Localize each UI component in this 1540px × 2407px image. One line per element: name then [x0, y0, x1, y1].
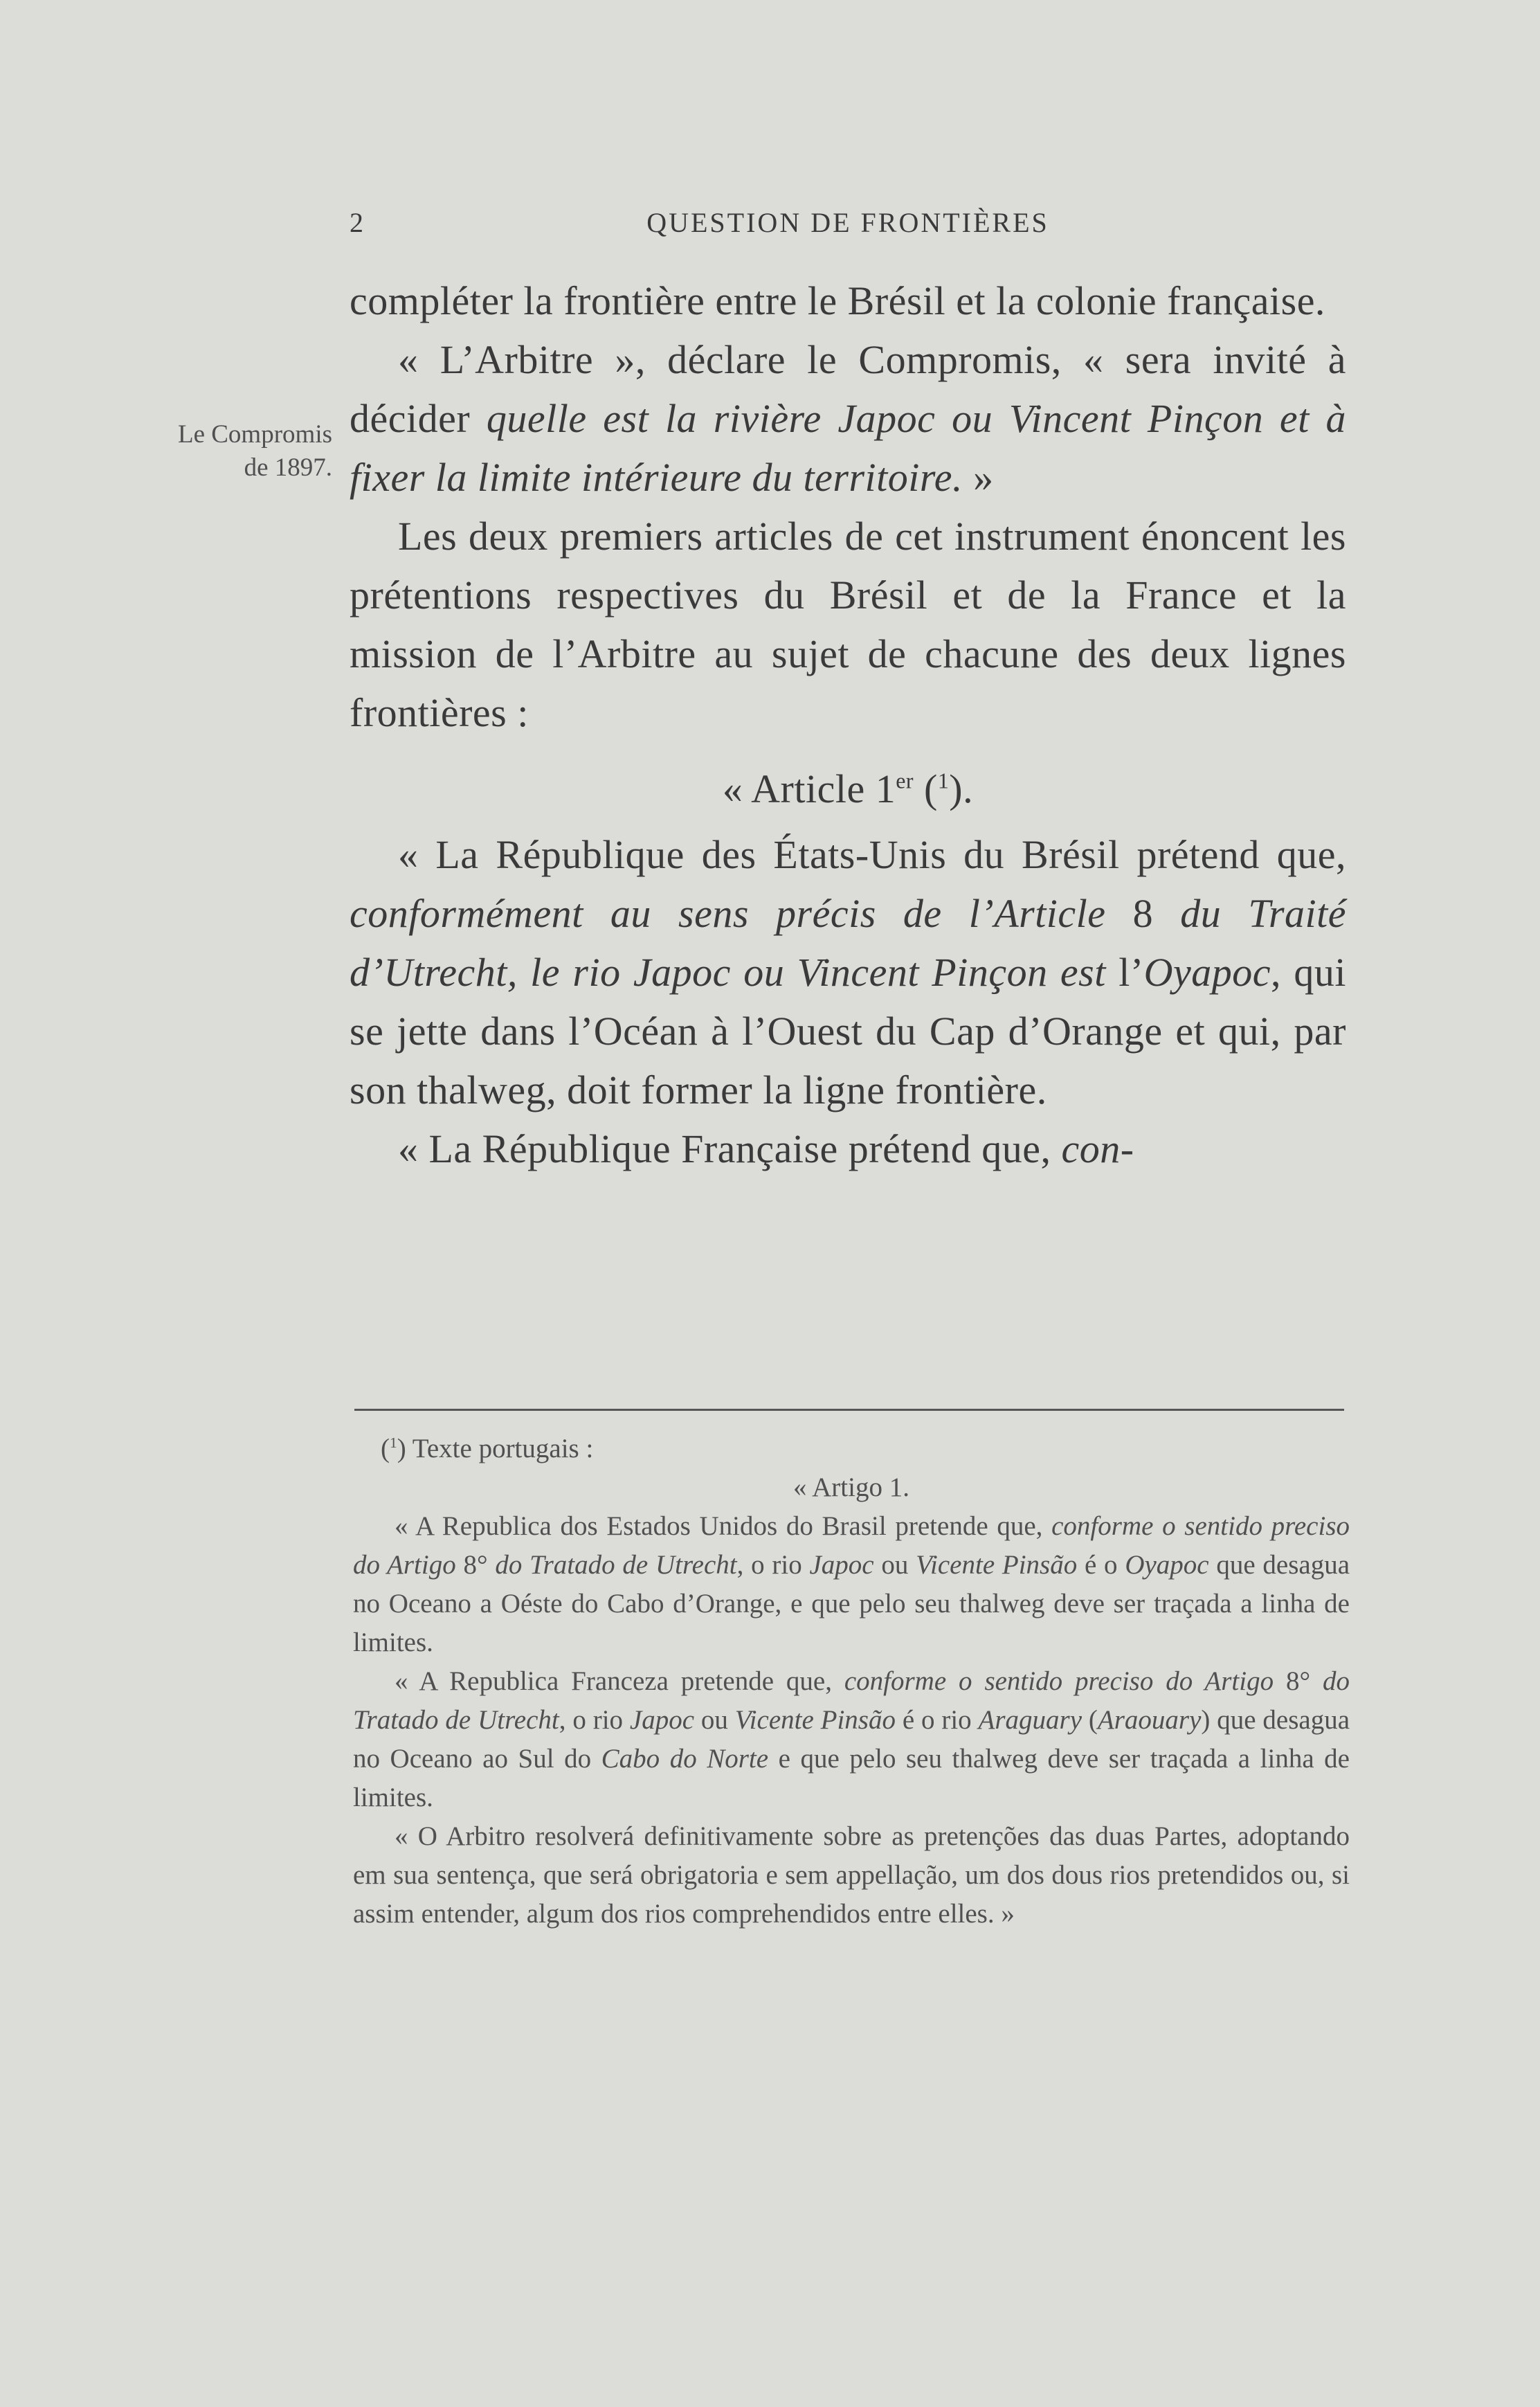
fn2-text-h: e que pelo seu thalweg deve ser traçada a linha de limites. — [353, 1744, 1350, 1812]
paragraph-5 — [350, 1119, 1346, 1178]
paragraph-4-text-2: 8 — [1105, 891, 1181, 936]
footnote-artigo: « Artigo 1. — [793, 1472, 909, 1502]
footnote-divider — [354, 1409, 1344, 1411]
fn2-italic-5: Araguary — [978, 1705, 1082, 1735]
paragraph-4-italic-1: conformément au sens précis de l’Article — [350, 891, 1106, 936]
paragraph-5-text: « La République Française prétend que, — [398, 1126, 1062, 1171]
footnote-paragraph-2 — [353, 1662, 1350, 1817]
fn2-text-f: ( — [1082, 1705, 1098, 1735]
paragraph-4 — [350, 825, 1346, 1119]
fn2-text-c: , o rio — [559, 1705, 630, 1735]
paragraph-5-italic: con- — [1061, 1126, 1134, 1171]
paragraph-2 — [350, 330, 1346, 507]
fn1-text-e: é o — [1077, 1550, 1125, 1580]
paragraph-2-close: » — [963, 455, 994, 500]
fn1-text-b: 8° — [455, 1550, 496, 1580]
article-heading-open: ( — [914, 766, 938, 811]
fn2-italic-3: Japoc — [629, 1705, 695, 1735]
paragraph-4-italic-3: Oyapoc — [1143, 950, 1271, 995]
fn1-italic-1: conforme o sentido preciso do Artigo — [353, 1511, 1350, 1580]
paragraph-4-text-1: « La République des États-Unis du Brésil prétend que, — [398, 832, 1346, 877]
fn2-italic-1: conforme o sentido preciso do Artigo — [844, 1666, 1274, 1696]
fn2-text-b: 8° — [1274, 1666, 1323, 1696]
fn2-italic-4: Vicente Pinsão — [734, 1705, 896, 1735]
fn1-text-d: ou — [873, 1550, 916, 1580]
footnote-heading-text: Texte portugais : — [406, 1434, 594, 1463]
fn1-text-c: , o rio — [736, 1550, 810, 1580]
fn2-italic-2: do Tratado de Utrecht — [353, 1666, 1350, 1735]
footnote-marker: 1 — [390, 1434, 397, 1451]
fn1-text-f: que desagua no Oceano a Oéste do Cabo d’Orange, e que pelo seu thalweg deve ser traçada a linha de limites. — [353, 1550, 1350, 1657]
fn2-italic-6: Araouary — [1097, 1705, 1202, 1735]
fn1-italic-3: Japoc — [809, 1550, 874, 1580]
footnote-paragraph-1 — [353, 1507, 1350, 1662]
footnotes — [353, 1430, 1350, 1933]
paragraph-4-text-4: , qui se jette dans l’Océan à l’Ouest du Cap d’Orange et qui, par son thalweg, doit former la ligne frontière. — [350, 950, 1346, 1112]
fn1-italic-2: do Tratado de Utrecht — [495, 1550, 737, 1580]
article-heading — [350, 759, 1346, 818]
fn1-italic-5: Oyapoc — [1125, 1550, 1209, 1580]
fn2-italic-7: Cabo do Norte — [601, 1744, 769, 1774]
paragraph-3: Les deux premiers articles de cet instrument énoncent les prétentions respectives du Brésil et de la France et la mission de l’Arbitre au sujet de chacune des deux lignes frontières : — [350, 514, 1346, 735]
paragraph-2-italic: quelle est la rivière Japoc ou Vincent Pinçon et à fixer la limite intérieure du territoire. — [350, 396, 1346, 500]
margin-note-line-1: Le Compromis — [177, 420, 332, 449]
article-heading-text: « Article 1 — [722, 766, 896, 811]
article-heading-close: ). — [949, 766, 974, 811]
fn2-text-d: ou — [694, 1705, 735, 1735]
page-number: 2 — [350, 207, 365, 238]
running-header — [350, 206, 1346, 248]
fn2-text-g: ) que desagua no Oceano ao Sul do — [353, 1705, 1350, 1774]
running-title: QUESTION DE FRONTIÈRES — [646, 207, 1049, 238]
margin-note — [104, 418, 332, 485]
paragraph-1: compléter la frontière entre le Brésil et la colonie française. — [350, 278, 1325, 323]
footnote-paragraph-3: « O Arbitro resolverá definitivamente sobre as pretenções das duas Partes, adoptando em sua sentença, que será obrigatoria e sem appellação, um dos dous rios pretendidos ou, si assim entender, algum dos rios comprehendidos entre elles. » — [353, 1821, 1350, 1929]
footnote-heading: ($^1$) Texte portugais : — [381, 1434, 594, 1463]
fn1-italic-4: Vicente Pinsão — [916, 1550, 1078, 1580]
fn2-text-a: « A Republica Franceza pretende que, — [395, 1666, 844, 1696]
article-heading-sup: er — [896, 768, 914, 793]
main-text — [350, 271, 1346, 1178]
footnote-reference[interactable]: 1 — [937, 768, 950, 793]
fn2-text-e: é o rio — [895, 1705, 979, 1735]
fn1-text-a: « A Republica dos Estados Unidos do Brasil pretende que, — [395, 1511, 1052, 1541]
paragraph-4-text-3: l’ — [1105, 950, 1144, 995]
margin-note-line-2: de 1897. — [244, 453, 332, 482]
paragraph-2-text: « L’Arbitre », déclare le Compromis, « sera invité à décider — [350, 337, 1346, 441]
paragraph-4-italic-2: du Traité d’Utrecht, le rio Japoc ou Vincent Pinçon est — [350, 891, 1346, 995]
